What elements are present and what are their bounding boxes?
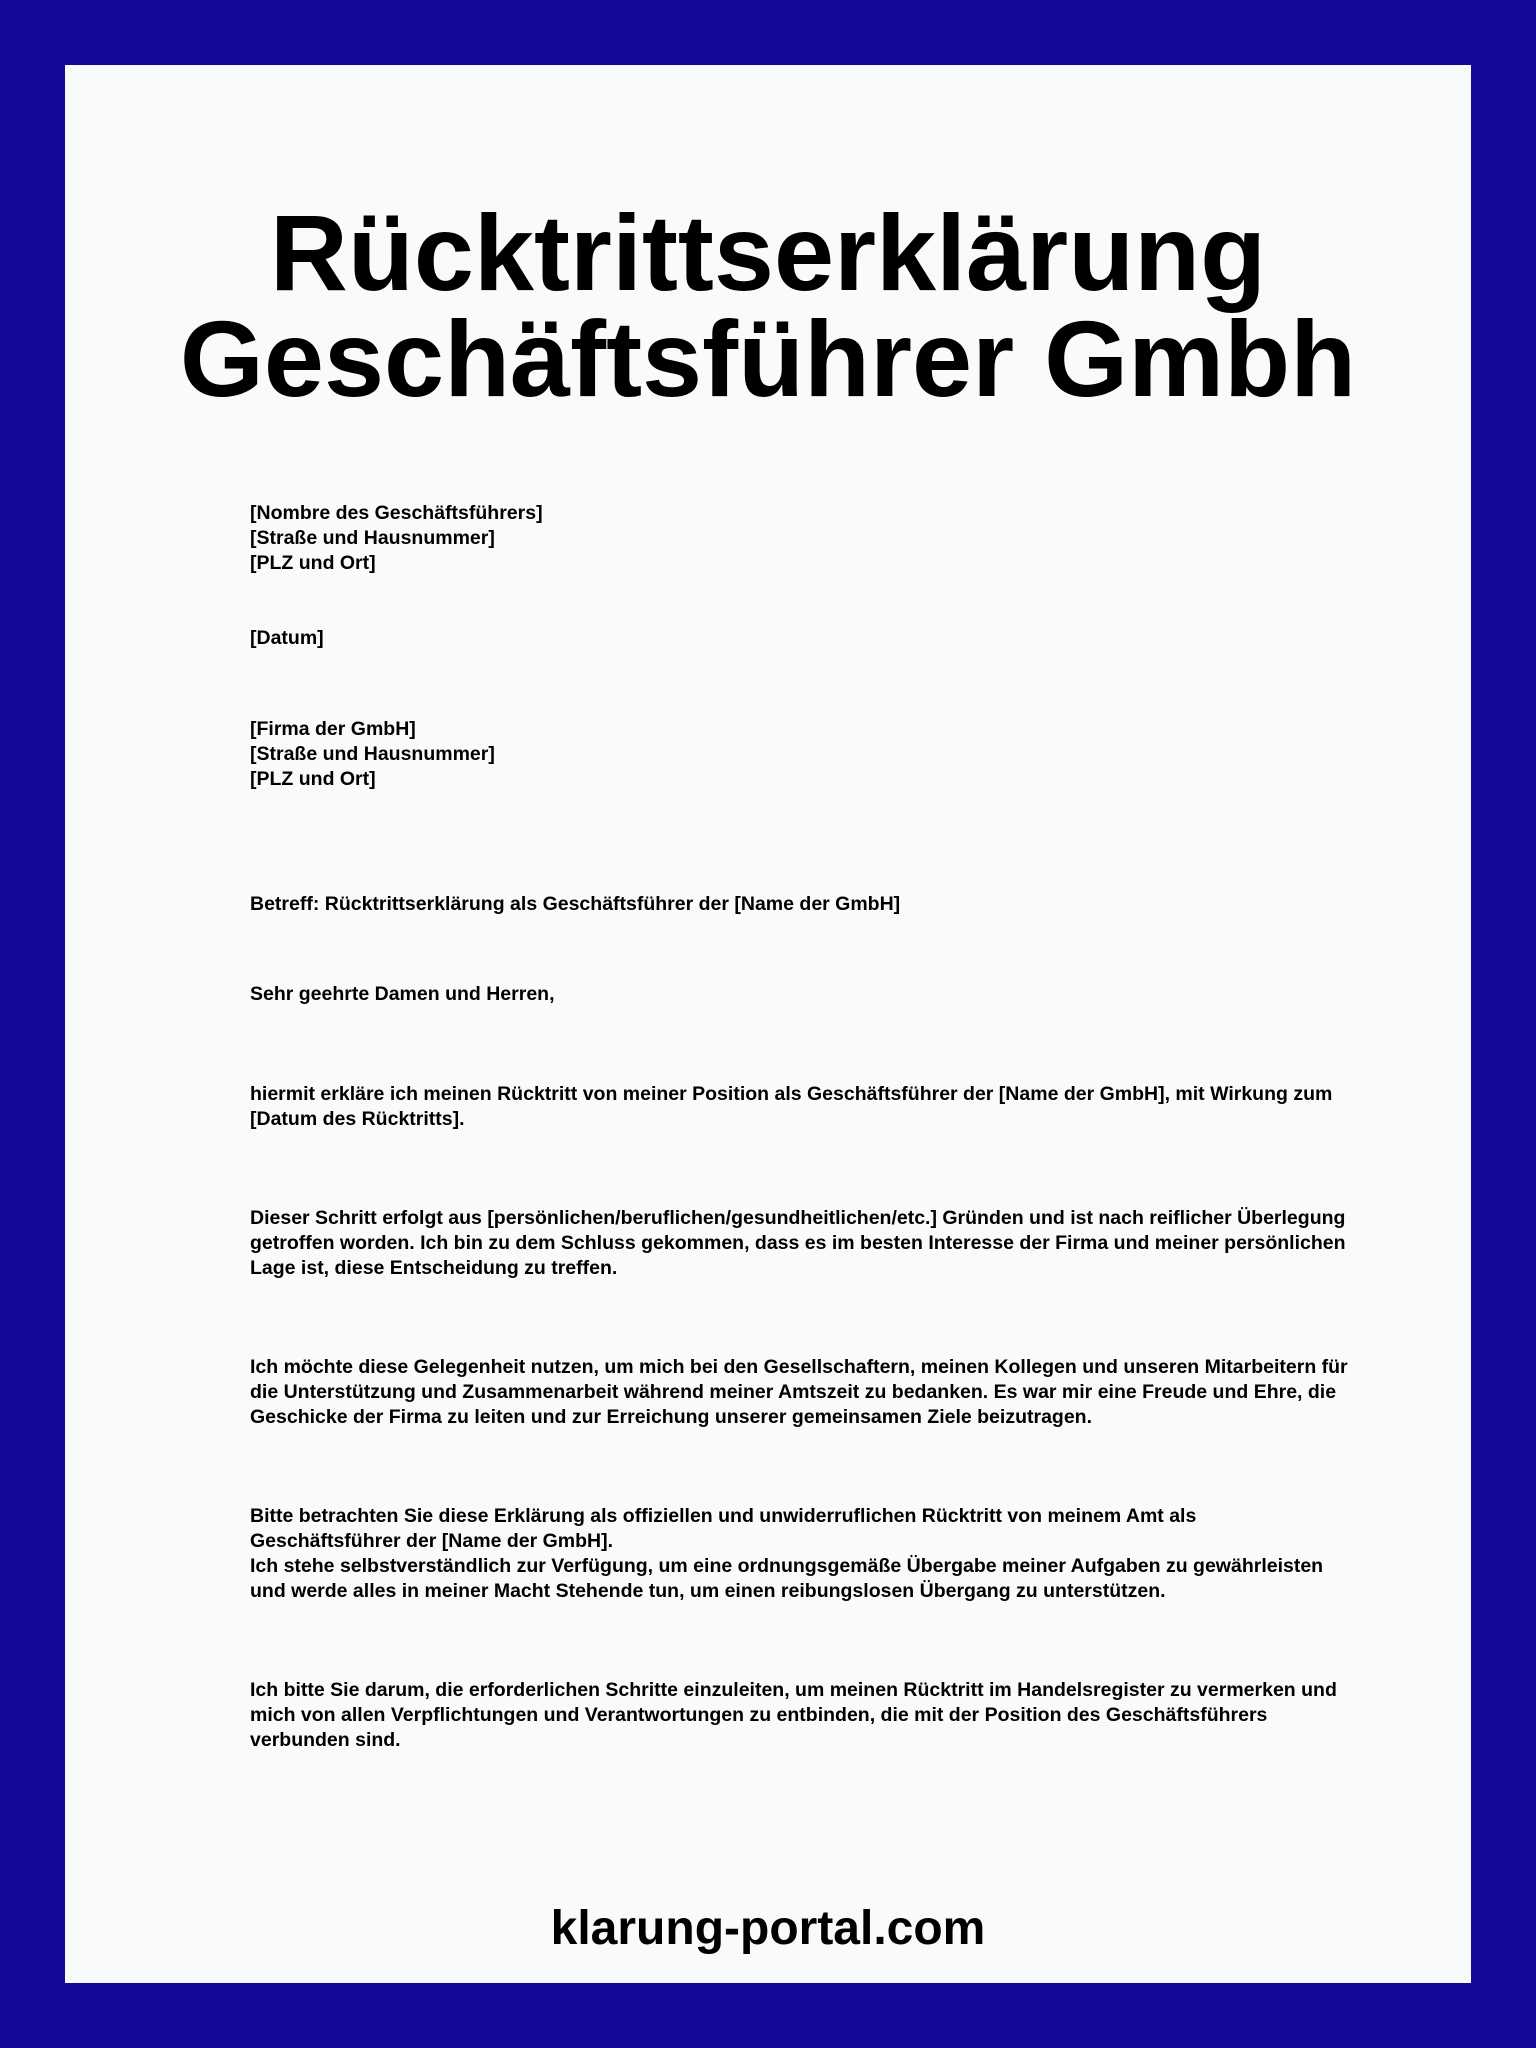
paragraph-5: Ich stehe selbstverständlich zur Verfügung, um eine ordnungsgemäße Übergabe meiner Aufgaben zu gewährleisten und werde alles in meiner Macht Stehende tun, um einen reibungslosen Übergang zu unterstützen.	[250, 1555, 1324, 1602]
letter-body	[250, 501, 1350, 1753]
recipient-address	[250, 717, 1350, 792]
letter-subject: Betreff: Rücktrittserklärung als Geschäftsführer der [Name der GmbH]	[250, 893, 901, 915]
recipient-city: [PLZ und Ort]	[250, 768, 376, 790]
footer-website: klarung-portal.com	[550, 1902, 986, 1955]
letter-date: [Datum]	[250, 627, 324, 649]
recipient-street: [Straße und Hausnummer]	[250, 743, 495, 765]
document-page	[65, 65, 1471, 1983]
title-line-2: Geschäftsführer Gmbh	[179, 298, 1357, 419]
sender-name: [Nombre des Geschäftsführers]	[250, 502, 543, 524]
sender-city: [PLZ und Ort]	[250, 552, 376, 574]
sender-address	[250, 501, 1350, 576]
paragraph-1: hiermit erkläre ich meinen Rücktritt von meiner Position als Geschäftsführer der [Name der GmbH], mit Wirkung zum [Datum des Rücktritts].	[250, 1083, 1333, 1130]
recipient-company: [Firma der GmbH]	[250, 718, 416, 740]
paragraph-4: Bitte betrachten Sie diese Erklärung als offiziellen und unwiderruflichen Rücktritt von meinem Amt als Geschäftsführer der [Name der GmbH].	[250, 1505, 1197, 1552]
paragraph-6: Ich bitte Sie darum, die erforderlichen Schritte einzuleiten, um meinen Rücktritt im Handelsregister zu vermerken und mich von allen Verpflichtungen und Verantwortungen zu entbinden, die mit der Position des Geschäftsführers verbunden sind.	[250, 1679, 1337, 1751]
document-title	[65, 192, 1471, 419]
paragraph-3: Ich möchte diese Gelegenheit nutzen, um mich bei den Gesellschaftern, meinen Kollegen und unseren Mitarbeitern für die Unterstützung und Zusammenarbeit während meiner Amtszeit zu bedanken. Es war mir eine Freude und Ehre, die Geschicke der Firma zu leiten und zur Erreichung unserer gemeinsamen Ziele beizutragen.	[250, 1356, 1348, 1428]
letter-salutation: Sehr geehrte Damen und Herren,	[250, 983, 555, 1005]
paragraph-2: Dieser Schritt erfolgt aus [persönlichen/beruflichen/gesundheitlichen/etc.] Gründen und ist nach reiflicher Überlegung getroffen worden. Ich bin zu dem Schluss gekommen, dass es im besten Interesse der Firma und meiner persönlichen Lage ist, diese Entscheidung zu treffen.	[250, 1207, 1346, 1279]
sender-street: [Straße und Hausnummer]	[250, 527, 495, 549]
title-line-1: Rücktrittserklärung	[269, 192, 1267, 313]
